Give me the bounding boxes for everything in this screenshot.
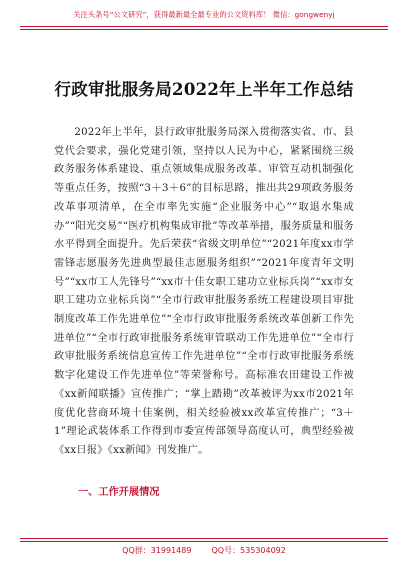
footer-qq-number: QQ号：535304092 xyxy=(211,546,286,555)
footer-qq-group: QQ群：31991489 xyxy=(122,546,192,555)
footer-divider-inner xyxy=(20,541,388,542)
header-banner xyxy=(20,10,388,27)
header-banner-text: 关注头条号“公文研究”，获得最新最全最专业的公文资料库！ 微信：gongwenyj xyxy=(73,10,335,19)
footer-divider xyxy=(20,538,388,539)
header-divider xyxy=(20,29,388,30)
section-heading: 一、工作开展情况 xyxy=(78,487,160,498)
footer xyxy=(0,545,408,556)
body-paragraph: 2022年上半年，县行政审批服务局深入贯彻落实省、市、县党代会要求，强化党建引领，坚持以人民为中心，紧紧围绕三级政务服务体系建设、重点领域集成服务改革、审管互动机制强化等重点任务，按照“3＋3＋6”的目标思路，推出共29项政务服务改革事项清单，在全市率先实施“企业服务中心”“取退水集成办”“阳光交易”“医疗机构集成审批”等改革举措，服务质量和服务水平得到全面提升。先后荣获“省级文明单位”“2021年度xx市学雷锋志愿服务先进典型最佳志愿服务组织”“2021年度青年文明号”“xx市工人先锋号”“xx市十佳女职工建功立业标兵岗”“xx市女职工建功立业标兵岗”“全市行政审批服务系统工程建设项目审批制度改革工作先进单位”“全市行政审批服务系统改革创新工作先进单位”“全市行政审批服务系统审管联动工作先进单位”“全市行政审批服务系统信息宣传工作先进单位”“全市行政审批服务系统数字化建设工作先进单位”等荣誉称号。高标准农田建设工作被《xx新闻联播》宣传推广；“掌上踏勘”改革被评为xx市2021年度优化营商环境十佳案例，相关经验被xx改革宣传推广；“3＋1”理论武装体系工作得到市委宣传部领导高度认可，典型经验被《xx日报》《xx新闻》刊发推广。 xyxy=(54,127,354,456)
document-title: 行政审批服务局2022年上半年工作总结 xyxy=(54,80,354,99)
